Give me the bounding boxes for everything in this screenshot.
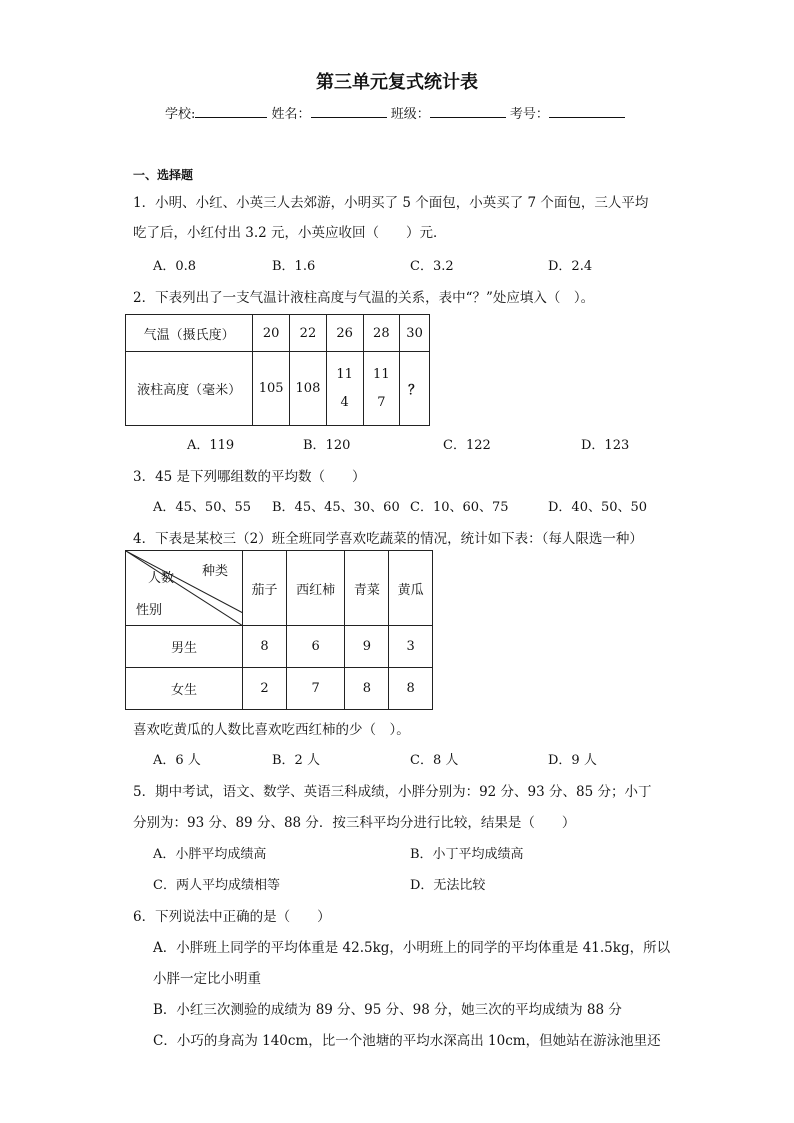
table-cell: 30 [400,315,430,352]
q3-stem: 3．45 是下列哪组数的平均数（ ） [133,469,366,485]
q4-stem: 4．下表是某校三（2）班全班同学喜欢吃蔬菜的情况，统计如下表：（每人限选一种） [133,531,643,547]
q5-option-a: A．小胖平均成绩高 [153,847,267,862]
q4-follow: 喜欢吃黄瓜的人数比喜欢吃西红柿的少（ ）。 [133,722,410,738]
q3-option-d: D．40、50、50 [548,500,648,515]
q2-option-c: C．122 [443,438,491,453]
table-cell: 6 [286,626,345,668]
table-cell-wrapped [363,352,400,426]
q4-option-c: C．8 人 [410,753,459,768]
q4-option-b: B．2 人 [272,753,320,768]
table-cell: 8 [345,668,389,710]
table-row [126,668,433,710]
q1-option-d: D．2.4 [548,259,593,274]
q3-option-c: C．10、60、75 [410,500,509,515]
table-cell-wrapped [326,352,363,426]
q2-option-d: D．123 [581,438,630,453]
table-cell: 7 [286,668,345,710]
q3-option-b: B．45、45、30、60 [272,500,400,515]
class-label: 班级： [390,107,430,122]
q4-option-d: D．9 人 [548,753,597,768]
q6-option-b: B．小红三次测验的成绩为 89 分、95 分、98 分，她三次的平均成绩为 88 分 [153,1002,622,1018]
q6-stem: 6．下列说法中正确的是（ ） [133,909,331,925]
cell-part: 4 [340,394,349,410]
q6-option-a-line1: A．小胖班上同学的平均体重是 42.5kg，小明班上的同学的平均体重是 41.5kg，所以 [153,940,671,956]
unknown-cell: ？ [400,352,430,426]
column-header: 黄瓜 [389,551,433,626]
section-title: 一、选择题 [133,168,194,182]
table-cell: 20 [253,315,290,352]
corner-count-label: 人数 [148,571,175,586]
class-blank [430,105,506,118]
table-cell: 3 [389,626,433,668]
q2-stem: 2．下表列出了一支气温计液柱高度与气温的关系，表中“？”处应填入（ ）。 [133,290,595,306]
diagonal-header-cell [126,551,243,626]
name-label: 姓名： [271,107,311,122]
student-info-line [165,103,625,122]
row-label-height: 液柱高度（毫米） [126,352,253,426]
table-cell: 8 [389,668,433,710]
q1-option-c: C．3.2 [410,259,454,274]
vegetable-table [125,550,433,710]
row-label-temperature: 气温（摄氏度） [126,315,253,352]
table-cell: 2 [243,668,287,710]
q1-line1: 1．小明、小红、小英三人去郊游，小明买了 5 个面包，小英买了 7 个面包，三人平均 [133,195,649,211]
school-label: 学校: [165,107,196,122]
cell-part: 7 [377,394,386,410]
table-cell: 26 [326,315,363,352]
table-row [126,626,433,668]
table-cell: 22 [290,315,327,352]
table-cell: 105 [253,352,290,426]
q6-option-c-line1: C．小巧的身高为 140cm，比一个池塘的平均水深高出 10cm，但她站在游泳池里还 [153,1033,661,1049]
q3-option-a: A．45、50、55 [153,500,252,515]
table-cell: 108 [290,352,327,426]
q1-option-b: B．1.6 [272,259,316,274]
q2-option-a: A．119 [187,438,235,453]
q1-option-a: A．0.8 [153,259,197,274]
q5-option-c: C．两人平均成绩相等 [153,878,280,893]
table-cell: 8 [243,626,287,668]
exam-no-label: 考号： [509,107,549,122]
name-blank [311,105,387,118]
school-blank [195,105,267,118]
cell-part: 11 [336,366,353,382]
q5-line1: 5．期中考试，语文、数学、英语三科成绩，小胖分别为：92 分、93 分、85 分；小丁 [133,784,652,800]
table-cell: 9 [345,626,389,668]
q5-line2: 分别为：93 分、89 分、88 分．按三科平均分进行比较，结果是（ ） [133,815,576,831]
page-title: 第三单元复式统计表 [316,72,478,93]
q5-option-b: B．小丁平均成绩高 [410,847,524,862]
corner-gender-label: 性别 [136,603,163,618]
cell-part: 11 [373,366,390,382]
q1-line2: 吃了后，小红付出 3.2 元，小英应收回（ ）元． [133,225,447,241]
column-header: 茄子 [243,551,287,626]
temperature-table [125,314,430,426]
column-header: 青菜 [345,551,389,626]
row-label: 女生 [126,668,243,710]
row-label: 男生 [126,626,243,668]
column-header: 西红柿 [286,551,345,626]
exam-no-blank [549,105,625,118]
q6-option-a-line2: 小胖一定比小明重 [153,971,261,987]
table-cell: 28 [363,315,400,352]
corner-kind-label: 种类 [202,564,229,579]
q4-option-a: A．6 人 [153,753,201,768]
q2-option-b: B．120 [303,438,351,453]
q5-option-d: D．无法比较 [410,878,486,893]
